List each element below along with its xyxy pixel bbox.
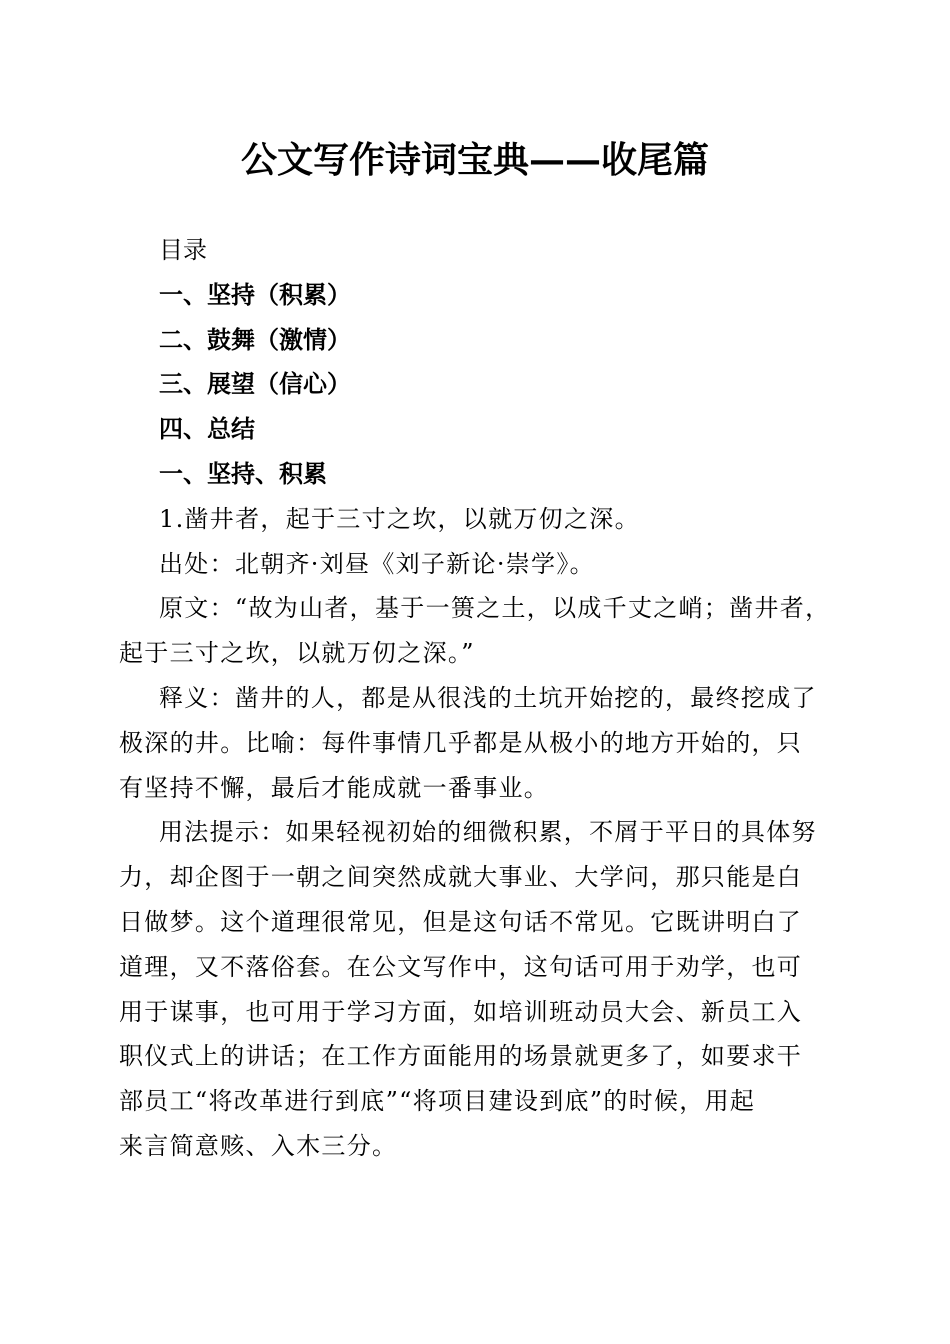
explanation-line: 释义：凿井的人，都是从很浅的土坑开始挖的，最终挖成了 — [159, 683, 817, 712]
quote-line: 1.凿井者，起于三寸之坎，以就万仞之深。 — [159, 504, 640, 533]
usage-line: 力，却企图于一朝之间突然成就大事业、大学问，那只能是白 — [119, 863, 803, 892]
toc-item-1: 一、坚持（积累） — [159, 280, 351, 309]
usage-line: 用于谋事，也可用于学习方面，如培训班动员大会、新员工入 — [119, 997, 803, 1026]
usage-line: 用法提示：如果轻视初始的细微积累，不屑于平日的具体努 — [159, 818, 817, 847]
document-title: 公文写作诗词宝典——收尾篇 — [240, 139, 709, 181]
toc-item-2: 二、鼓舞（激情） — [159, 325, 351, 354]
section-heading: 一、坚持、积累 — [159, 459, 327, 488]
usage-line: 来言简意赅、入木三分。 — [119, 1131, 398, 1160]
original-text-line: 原文：“故为山者，基于一篑之土，以成千丈之峭；凿井者， — [159, 594, 831, 623]
toc-item-3: 三、展望（信心） — [159, 370, 351, 399]
explanation-line: 有坚持不懈，最后才能成就一番事业。 — [119, 773, 550, 802]
usage-line: 日做梦。这个道理很常见，但是这句话不常见。它既讲明白了 — [119, 907, 803, 936]
toc-item-4: 四、总结 — [159, 415, 255, 444]
usage-line: 道理，又不落俗套。在公文写作中，这句话可用于劝学，也可 — [119, 952, 803, 981]
usage-line: 部员工“将改革进行到底”“将项目建设到底”的时候，用起 — [119, 1087, 756, 1116]
document-body — [119, 228, 829, 1169]
source-line: 出处：北朝齐·刘昼《刘子新论·崇学》。 — [159, 549, 595, 578]
explanation-line: 极深的井。比喻：每件事情几乎都是从极小的地方开始的，只 — [119, 728, 803, 757]
toc-label: 目录 — [159, 236, 207, 264]
usage-line: 职仪式上的讲话；在工作方面能用的场景就更多了，如要求干 — [119, 1042, 803, 1071]
original-text-line: 起于三寸之坎，以就万仞之深。” — [119, 639, 475, 668]
